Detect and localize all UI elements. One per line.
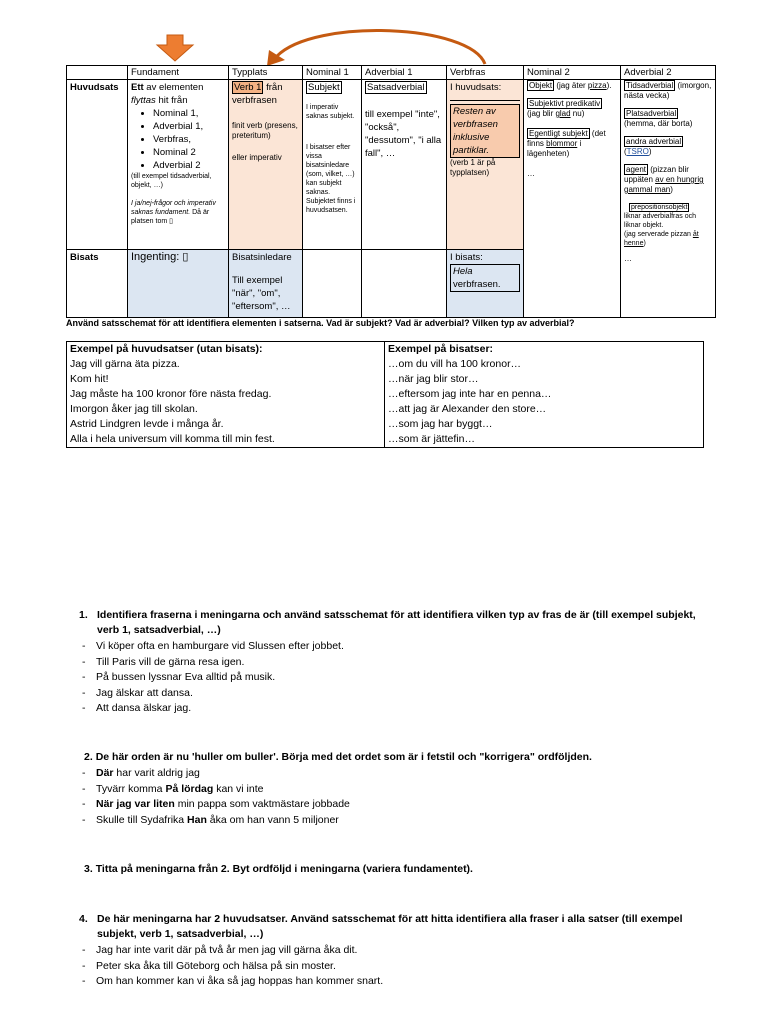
list-item: • Nominal 1,	[153, 107, 225, 120]
adverbial2-ellipsis: …	[624, 254, 632, 263]
examples-table	[66, 341, 704, 448]
typplats-bisats-cell	[229, 250, 303, 318]
list-item: • Verbfras,	[153, 133, 225, 146]
typplats-cell: Verb 1 från verbfrasen finit verb (presens, preteritum) eller imperativ	[229, 80, 303, 250]
header-verbfras: Verbfras	[447, 66, 524, 80]
tidsadverbial-item: Tidsadverbial (imorgon, nästa vecka)	[624, 81, 712, 100]
verbfras-bisats-rest: Hela verbfrasen.	[450, 264, 520, 292]
bisatsinledare-example: Till exempel "när", "om", "eftersom", …	[232, 275, 291, 312]
list-item: • Adverbial 2	[153, 159, 225, 172]
curved-arrow-icon	[255, 22, 495, 68]
exercise-2-number: 2.	[84, 751, 93, 763]
nominal1-bisats-cell	[303, 250, 362, 318]
verbfras-rest: Resten av verbfrasen inklusive partiklar.	[450, 104, 520, 158]
agent-item: agent (pizzan blir uppäten av en hungrig gammal man)	[624, 165, 704, 194]
adverbial1-bisats-cell	[362, 250, 447, 318]
header-nominal1: Nominal 1	[303, 66, 362, 80]
fundament-cell	[128, 80, 229, 250]
nominal2-cell	[524, 80, 621, 318]
nominal2-ellipsis: …	[527, 169, 535, 178]
exercise-3-number: 3.	[84, 863, 93, 875]
satsadverbial-label: Satsadverbial	[367, 82, 425, 93]
example-sub-clause: …eftersom jag inte har en penna…	[385, 387, 704, 402]
exercise-4-number: 4.	[79, 913, 88, 925]
tsro-link[interactable]: TSRO	[626, 147, 649, 156]
list-item: - Vi köper ofta en hamburgare vid Slussen efter jobbet.	[80, 639, 720, 655]
header-nominal2: Nominal 2	[524, 66, 621, 80]
exercise-4	[79, 912, 719, 942]
imperative-note: eller imperativ	[232, 153, 282, 162]
table-row	[67, 432, 704, 448]
example-main-clause: Kom hit!	[67, 372, 385, 387]
list-item: - Om han kommer kan vi åka så jag hoppas han kommer snart.	[80, 974, 720, 990]
huvudsatser-title: Exempel på huvudsatser (utan bisats):	[67, 342, 385, 358]
fundament-example: (till exempel tidsadverbial, objekt, …)	[131, 173, 212, 189]
example-sub-clause: …som jag har byggt…	[385, 417, 704, 432]
bisats-subject-note: I bisatser efter vissa bisatsinledare (som, vilket, …) kan subjekt saknas. Subjektet finns i huvudsatsen.	[306, 144, 356, 214]
exercise-2-list	[80, 766, 720, 828]
header-empty	[67, 66, 128, 80]
finite-verb-note: finit verb (presens, preteritum)	[232, 121, 298, 140]
exercise-1-list	[80, 639, 720, 717]
imperative-subject-note: I imperativ saknas subjekt.	[306, 104, 355, 120]
verbfras-title: I huvudsats:	[450, 82, 502, 93]
example-main-clause: Jag måste ha 100 kronor före nästa fredag.	[67, 387, 385, 402]
verbfras-note: (verb 1 är på typplatsen)	[450, 158, 496, 177]
table-row	[67, 402, 704, 417]
down-arrow-icon	[155, 34, 195, 62]
bisats-label: Bisats	[67, 250, 128, 318]
header-fundament: Fundament	[128, 66, 229, 80]
list-item: - Skulle till Sydafrika Han åka om han vann 5 miljoner	[80, 813, 720, 829]
schema-caption: Använd satsschemat för att identifiera elementen i satserna. Vad är subjekt? Vad är adverbial? Vilken typ av adverbial?	[66, 318, 575, 328]
fundament-list	[131, 107, 225, 172]
example-sub-clause: …som är jättefin…	[385, 432, 704, 448]
nominal1-cell	[303, 80, 362, 250]
objekt-item: Objekt (jag äter pizza).	[529, 81, 612, 90]
sentence-schema-table	[66, 65, 716, 318]
table-row	[67, 342, 704, 358]
egentligt-subjekt-item: Egentligt subjekt (det finns blommor i lägenheten)	[527, 129, 606, 158]
example-main-clause: Astrid Lindgren levde i många år.	[67, 417, 385, 432]
exercise-2-title: De här orden är nu 'huller om buller'. Börja med det ordet som är i fetstil och "korrigera" ordföljden.	[95, 751, 592, 763]
list-item: - På bussen lyssnar Eva alltid på musik.	[80, 670, 720, 686]
example-sub-clause: …om du vill ha 100 kronor…	[385, 357, 704, 372]
example-main-clause: Jag vill gärna äta pizza.	[67, 357, 385, 372]
subjekt-label: Subjekt	[308, 82, 340, 93]
schema-header-row	[67, 66, 716, 80]
list-item: - Till Paris vill de gärna resa igen.	[80, 655, 720, 671]
list-item: - Tyvärr komma På lördag kan vi inte	[80, 782, 720, 798]
fundament-note: I ja/nej-frågor och imperativ saknas fundament. Då är platsen tom ▯	[131, 200, 216, 225]
fundament-intro: Ett av elementen flyttas hit från	[131, 82, 204, 106]
exercise-4-list	[80, 943, 720, 990]
list-item: - Att dansa älskar jag.	[80, 701, 720, 717]
header-typplats: Typplats	[229, 66, 303, 80]
adverbial2-cell	[621, 80, 716, 318]
exercise-1-number: 1.	[79, 609, 88, 621]
fundament-bisats-cell: Ingenting: ▯	[128, 250, 229, 318]
list-item: • Adverbial 1,	[153, 120, 225, 133]
exercise-4-title: De här meningarna har 2 huvudsatser. Använd satsschemat för att hitta identifiera alla fraser i alla satser (till exempel subjekt, verb 1, satsadverbial, …)	[97, 913, 683, 940]
list-item: - Peter ska åka till Göteborg och hälsa på sin moster.	[80, 959, 720, 975]
platsadverbial-item: Platsadverbial (hemma, där borta)	[624, 109, 693, 128]
table-row	[67, 357, 704, 372]
table-row	[67, 387, 704, 402]
satsadverbial-example: till exempel "inte", "också", "dessutom", "i alla fall", …	[365, 109, 442, 159]
bisatsinledare-title: Bisatsinledare	[232, 252, 292, 263]
exercise-1-title: Identifiera fraserna i meningarna och använd satsschemat för att identifiera vilken typ av fras de är (till exempel subjekt, verb 1, satsadverbial, …)	[97, 609, 696, 636]
adverbial1-cell	[362, 80, 447, 250]
example-sub-clause: …att jag är Alexander den store…	[385, 402, 704, 417]
huvudsats-label: Huvudsats	[67, 80, 128, 250]
verbfras-bisats-cell	[447, 250, 524, 318]
andra-adverbial-item: andra adverbial (TSRO)	[624, 137, 682, 156]
exercise-1	[79, 608, 719, 638]
prepositionsobjekt-item: prepositionsobjekt liknar adverbialfras och liknar objekt. (jag serverade pizzan åt henne)	[624, 204, 699, 247]
table-row	[67, 372, 704, 387]
verbfras-cell	[447, 80, 524, 250]
header-adverbial1: Adverbial 1	[362, 66, 447, 80]
example-main-clause: Imorgon åker jag till skolan.	[67, 402, 385, 417]
header-adverbial2: Adverbial 2	[621, 66, 716, 80]
example-main-clause: Alla i hela universum vill komma till min fest.	[67, 432, 385, 448]
huvudsats-row	[67, 80, 716, 250]
example-sub-clause: …när jag blir stor…	[385, 372, 704, 387]
table-row	[67, 417, 704, 432]
bisatser-title: Exempel på bisatser:	[385, 342, 704, 358]
predikativ-item: Subjektivt predikativ (jag blir glad nu)	[527, 99, 601, 118]
verbfras-bisats-title: I bisats:	[450, 252, 483, 263]
list-item: - Jag älskar att dansa.	[80, 686, 720, 702]
exercise-2	[84, 750, 734, 765]
list-item: - Jag har inte varit där på två år men jag vill gärna åka dit.	[80, 943, 720, 959]
verb1-label: Verb 1	[234, 82, 262, 93]
list-item: • Nominal 2	[153, 146, 225, 159]
exercise-3	[84, 862, 734, 877]
list-item: - Där har varit aldrig jag	[80, 766, 720, 782]
list-item: - När jag var liten min pappa som vaktmästare jobbade	[80, 797, 720, 813]
exercise-3-title: Titta på meningarna från 2. Byt ordföljd i meningarna (variera fundamentet).	[95, 863, 473, 875]
